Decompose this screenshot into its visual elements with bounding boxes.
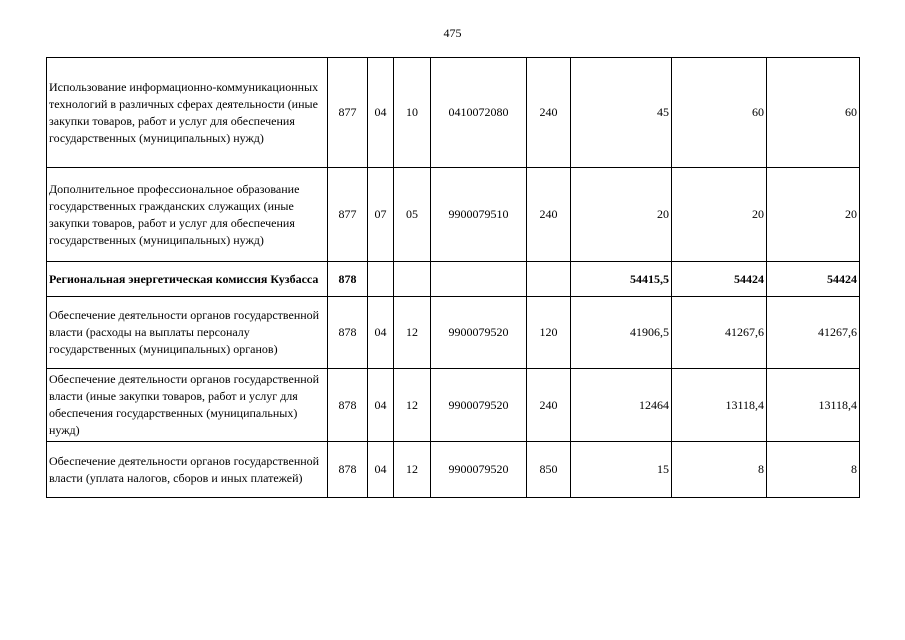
section-code-cell: 04 <box>368 369 394 442</box>
target-article-cell: 0410072080 <box>431 58 527 168</box>
department-code-cell: 877 <box>328 58 368 168</box>
table-row <box>47 58 860 168</box>
department-code-cell: 878 <box>328 442 368 498</box>
amount-year2-cell: 54424 <box>672 262 767 297</box>
subsection-code-cell: 05 <box>394 168 431 262</box>
target-article-cell: 9900079520 <box>431 369 527 442</box>
amount-year2-cell: 8 <box>672 442 767 498</box>
subsection-code-cell: 12 <box>394 369 431 442</box>
section-code-cell: 04 <box>368 442 394 498</box>
target-article-cell <box>431 262 527 297</box>
amount-year1-cell: 15 <box>571 442 672 498</box>
amount-year1-cell: 12464 <box>571 369 672 442</box>
amount-year3-cell: 41267,6 <box>767 297 860 369</box>
target-article-cell: 9900079510 <box>431 168 527 262</box>
expense-type-cell: 240 <box>527 369 571 442</box>
amount-year2-cell: 41267,6 <box>672 297 767 369</box>
amount-year3-cell: 54424 <box>767 262 860 297</box>
amount-year2-cell: 60 <box>672 58 767 168</box>
row-name-cell: Обеспечение деятельности органов государственной власти (уплата налогов, сборов и иных платежей) <box>47 442 328 498</box>
row-name-cell: Дополнительное профессиональное образование государственных гражданских служащих (иные закупки товаров, работ и услуг для обеспечения государственных (муниципальных) нужд) <box>47 168 328 262</box>
amount-year1-cell: 54415,5 <box>571 262 672 297</box>
section-code-cell: 04 <box>368 297 394 369</box>
section-code-cell <box>368 262 394 297</box>
subsection-code-cell: 10 <box>394 58 431 168</box>
amount-year1-cell: 41906,5 <box>571 297 672 369</box>
amount-year3-cell: 20 <box>767 168 860 262</box>
amount-year1-cell: 45 <box>571 58 672 168</box>
target-article-cell: 9900079520 <box>431 442 527 498</box>
table-row <box>47 262 860 297</box>
table-row <box>47 168 860 262</box>
department-code-cell: 878 <box>328 369 368 442</box>
section-code-cell: 07 <box>368 168 394 262</box>
department-code-cell: 878 <box>328 262 368 297</box>
subsection-code-cell <box>394 262 431 297</box>
target-article-cell: 9900079520 <box>431 297 527 369</box>
budget-table <box>46 57 860 498</box>
expense-type-cell: 240 <box>527 168 571 262</box>
section-code-cell: 04 <box>368 58 394 168</box>
expense-type-cell <box>527 262 571 297</box>
amount-year3-cell: 8 <box>767 442 860 498</box>
expense-type-cell: 850 <box>527 442 571 498</box>
row-name-cell: Обеспечение деятельности органов государственной власти (иные закупки товаров, работ и услуг для обеспечения государственных (муниципальных) нужд) <box>47 369 328 442</box>
expense-type-cell: 240 <box>527 58 571 168</box>
row-name-cell: Региональная энергетическая комиссия Кузбасса <box>47 262 328 297</box>
row-name-cell: Обеспечение деятельности органов государственной власти (расходы на выплаты персоналу государственных (муниципальных) органов) <box>47 297 328 369</box>
table-body <box>47 58 860 498</box>
subsection-code-cell: 12 <box>394 442 431 498</box>
subsection-code-cell: 12 <box>394 297 431 369</box>
page-number: 475 <box>443 26 462 40</box>
table-row <box>47 442 860 498</box>
table-row <box>47 297 860 369</box>
department-code-cell: 877 <box>328 168 368 262</box>
table-row <box>47 369 860 442</box>
amount-year2-cell: 20 <box>672 168 767 262</box>
amount-year3-cell: 60 <box>767 58 860 168</box>
amount-year1-cell: 20 <box>571 168 672 262</box>
amount-year2-cell: 13118,4 <box>672 369 767 442</box>
row-name-cell: Использование информационно-коммуникационных технологий в различных сферах деятельности (иные закупки товаров, работ и услуг для обеспечения государственных (муниципальных) нужд) <box>47 58 328 168</box>
expense-type-cell: 120 <box>527 297 571 369</box>
amount-year3-cell: 13118,4 <box>767 369 860 442</box>
department-code-cell: 878 <box>328 297 368 369</box>
